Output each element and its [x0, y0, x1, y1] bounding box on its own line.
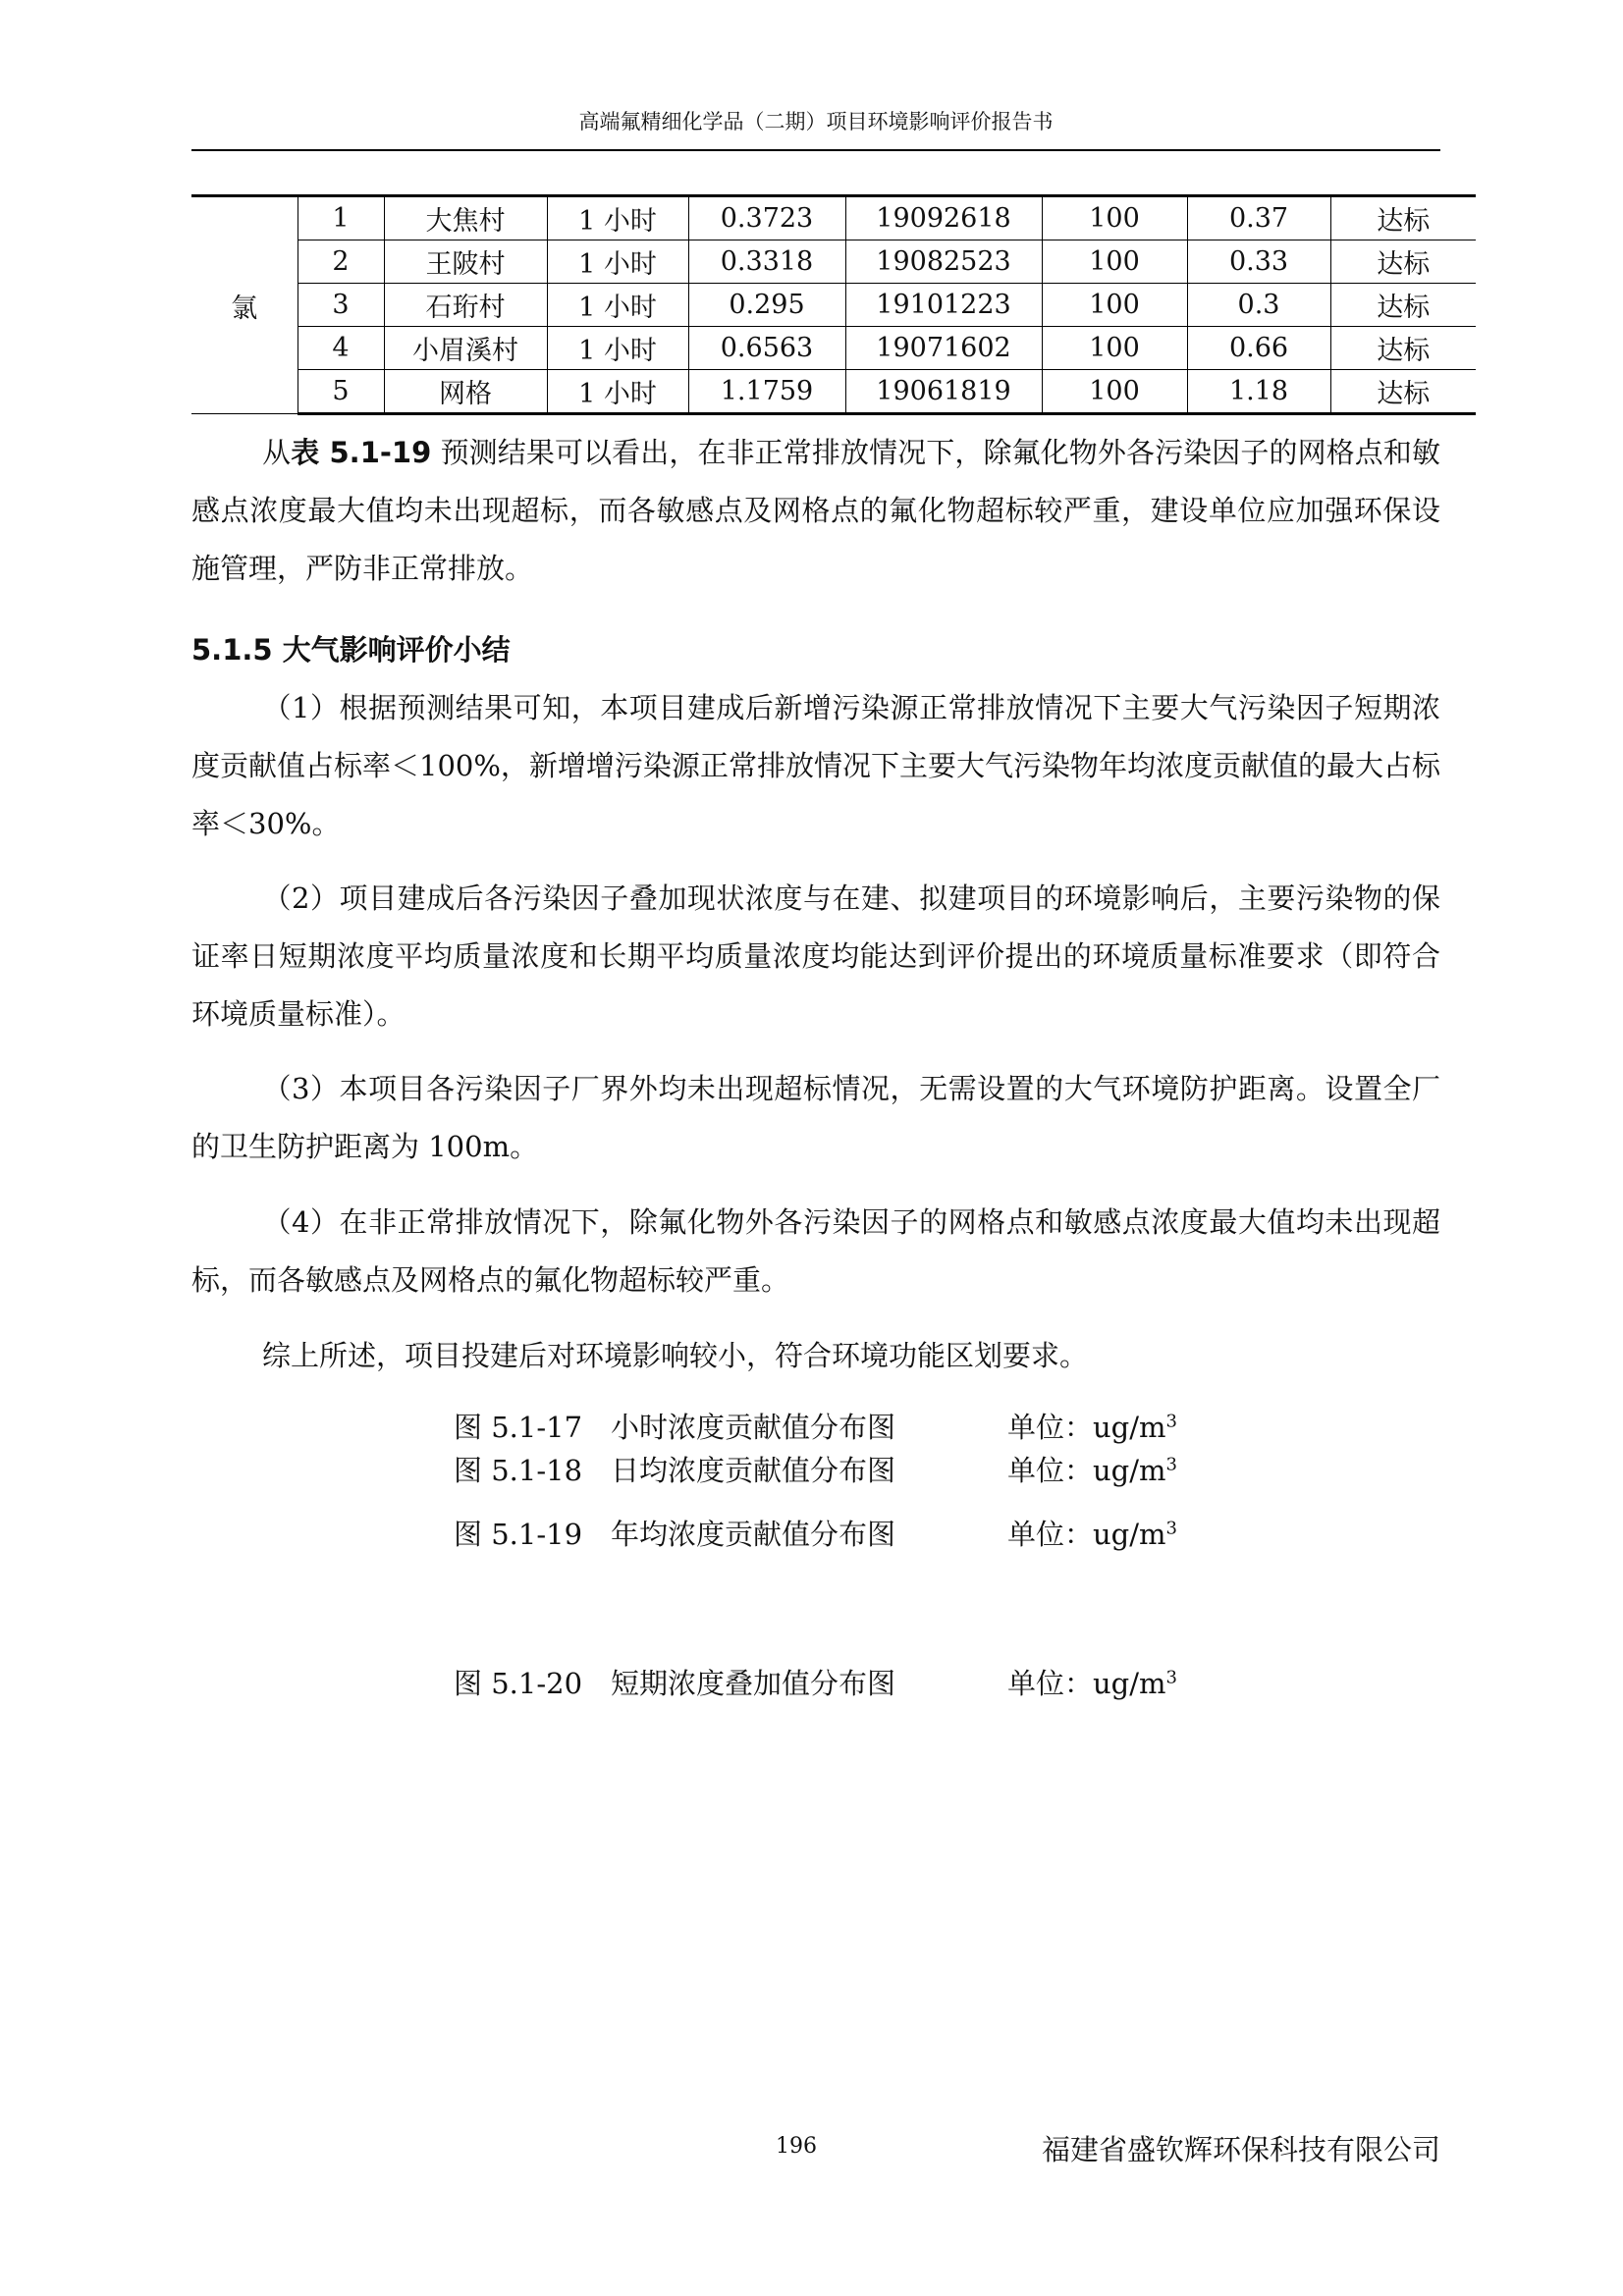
table-cell: 100 [1042, 327, 1187, 370]
pollutant-group-label: 氯 [191, 196, 298, 414]
table-cell: 达标 [1330, 327, 1476, 370]
table-cell: 19061819 [845, 370, 1042, 414]
table-cell: 达标 [1330, 370, 1476, 414]
page-header-title: 高端氟精细化学品（二期）项目环境影响评价报告书 [578, 110, 1054, 133]
conclusion-item-1: （1）根据预测结果可知，本项目建成后新增污染源正常排放情况下主要大气污染因子短期浓度贡献值占标率＜100%，新增增污染源正常排放情况下主要大气污染物年均浓度贡献值的最大占标率＜30%。 [191, 691, 1440, 840]
table-cell: 1 小时 [547, 370, 688, 414]
table-cell: 1 小时 [547, 327, 688, 370]
table-cell: 100 [1042, 240, 1187, 284]
table-cell: 4 [298, 327, 384, 370]
table-cell: 网格 [384, 370, 547, 414]
table-cell: 1.18 [1187, 370, 1330, 414]
prediction-table [191, 194, 1476, 415]
table-cell: 0.3 [1187, 284, 1330, 327]
table-cell: 19101223 [845, 284, 1042, 327]
conclusion-item-3: （3）本项目各污染因子厂界外均未出现超标情况，无需设置的大气环境防护距离。设置全厂的卫生防护距离为 100m。 [191, 1072, 1440, 1163]
table-row [191, 196, 1476, 240]
table-cell: 石珩村 [384, 284, 547, 327]
table-cell: 大焦村 [384, 196, 547, 240]
figure-caption: 图 5.1-20 短期浓度叠加值分布图 单位：$ug/m^3$ [454, 1667, 1177, 1700]
figure-caption: 图 5.1-17 小时浓度贡献值分布图 单位：$ug/m^3$ [454, 1411, 1177, 1444]
table-row [191, 327, 1476, 370]
company-name: 福建省盛钦辉环保科技有限公司 [1041, 2133, 1440, 2166]
table-cell: 王陂村 [384, 240, 547, 284]
table-cell: 1.1759 [688, 370, 845, 414]
conclusion-item-4: （4）在非正常排放情况下，除氟化物外各污染因子的网格点和敏感点浓度最大值均未出现超标，而各敏感点及网格点的氟化物超标较严重。 [191, 1205, 1440, 1297]
header-rule [191, 149, 1440, 151]
table-cell: 100 [1042, 284, 1187, 327]
table-cell: 达标 [1330, 240, 1476, 284]
table-row [191, 284, 1476, 327]
table-cell: 0.6563 [688, 327, 845, 370]
figure-caption: 图 5.1-18 日均浓度贡献值分布图 单位：$ug/m^3$ [454, 1454, 1177, 1487]
section-heading: 5.1.5 大气影响评价小结 [191, 633, 511, 667]
conclusion-summary: 综上所述，项目投建后对环境影响较小，符合环境功能区划要求。 [262, 1339, 1089, 1372]
table-cell: 19082523 [845, 240, 1042, 284]
table-cell: 0.37 [1187, 196, 1330, 240]
table-row [191, 370, 1476, 414]
table-cell: 3 [298, 284, 384, 327]
figure-caption: 图 5.1-19 年均浓度贡献值分布图 单位：$ug/m^3$ [454, 1518, 1177, 1551]
table-cell: 0.33 [1187, 240, 1330, 284]
conclusion-item-2: （2）项目建成后各污染因子叠加现状浓度与在建、拟建项目的环境影响后，主要污染物的保证率日短期浓度平均质量浓度和长期平均质量浓度均能达到评价提出的环境质量标准要求（即符合环境质量标准）。 [191, 881, 1440, 1031]
page-number: 196 [776, 2134, 817, 2159]
table-cell: 1 小时 [547, 240, 688, 284]
table-cell: 0.3723 [688, 196, 845, 240]
table-cell: 2 [298, 240, 384, 284]
table-cell: 5 [298, 370, 384, 414]
table-cell: 100 [1042, 370, 1187, 414]
table-cell: 100 [1042, 196, 1187, 240]
table-reference: 表 5.1-19 [291, 436, 432, 469]
table-cell: 1 [298, 196, 384, 240]
table-cell: 19092618 [845, 196, 1042, 240]
table-cell: 0.3318 [688, 240, 845, 284]
table-cell: 1 小时 [547, 196, 688, 240]
table-row [191, 240, 1476, 284]
table-cell: 小眉溪村 [384, 327, 547, 370]
table-cell: 0.66 [1187, 327, 1330, 370]
table-cell: 19071602 [845, 327, 1042, 370]
table-cell: 达标 [1330, 284, 1476, 327]
table-cell: 1 小时 [547, 284, 688, 327]
table-cell: 0.295 [688, 284, 845, 327]
summary-paragraph: 从表 5.1-19 预测结果可以看出，在非正常排放情况下，除氟化物外各污染因子的网格点和敏感点浓度最大值均未出现超标，而各敏感点及网格点的氟化物超标较严重，建设单位应加强环保设施管理，严防非正常排放。 [191, 436, 1440, 585]
table-cell: 达标 [1330, 196, 1476, 240]
